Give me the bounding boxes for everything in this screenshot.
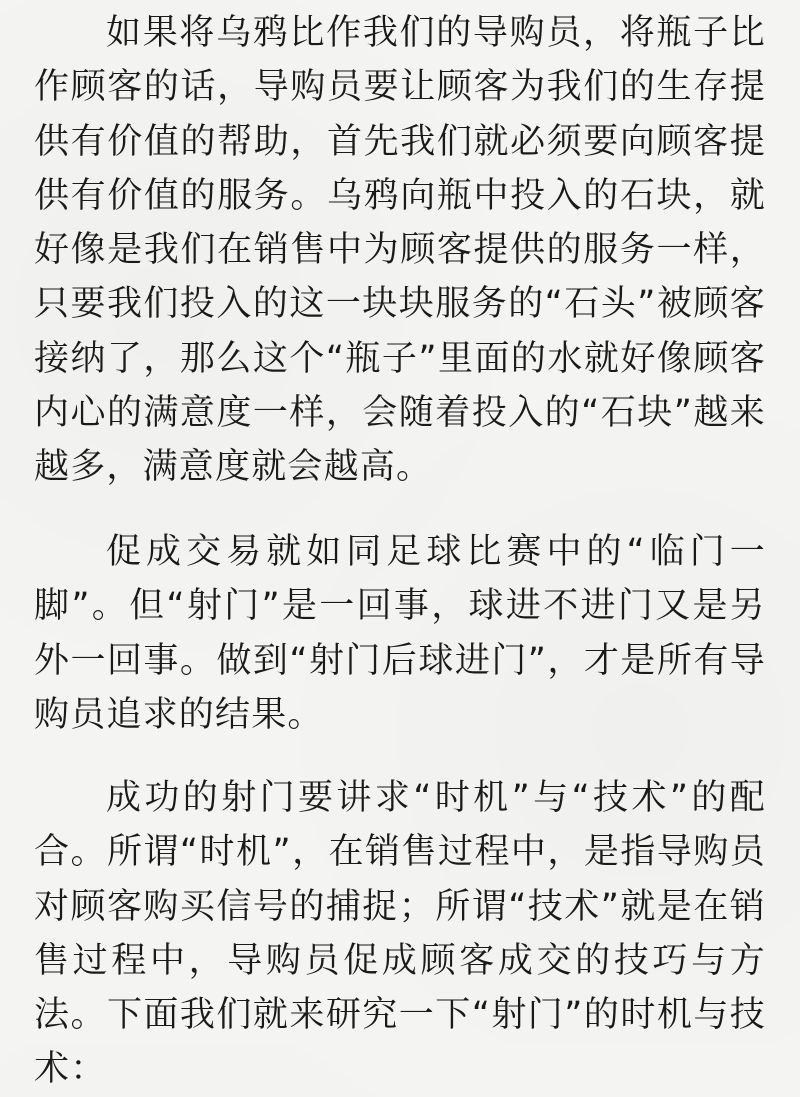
- paragraph-3: 成功的射门要讲求“时机”与“技术”的配合。所谓“时机”，在销售过程中，是指导购员对顾客购买信号的捕捉；所谓“技术”就是在销售过程中，导购员促成顾客成交的技巧与方法。下面我们就来研究一下“射门”的时机与技术：: [34, 778, 766, 1090]
- paragraph-2: 促成交易就如同足球比赛中的“临门一脚”。但“射门”是一回事，球进不进门又是另外一回事。做到“射门后球进门”，才是所有导购员追求的结果。: [34, 532, 766, 735]
- paragraph-1: 如果将乌鸦比作我们的导购员，将瓶子比作顾客的话，导购员要让顾客为我们的生存提供有价值的帮助，首先我们就必须要向顾客提供有价值的服务。乌鸦向瓶中投入的石块，就好像是我们在销售中为顾客提供的服务一样，只要我们投入的这一块块服务的“石头”被顾客接纳了，那么这个“瓶子”里面的水就好像顾客内心的满意度一样，会随着投入的“石块”越来越多，满意度就会越高。: [34, 13, 766, 488]
